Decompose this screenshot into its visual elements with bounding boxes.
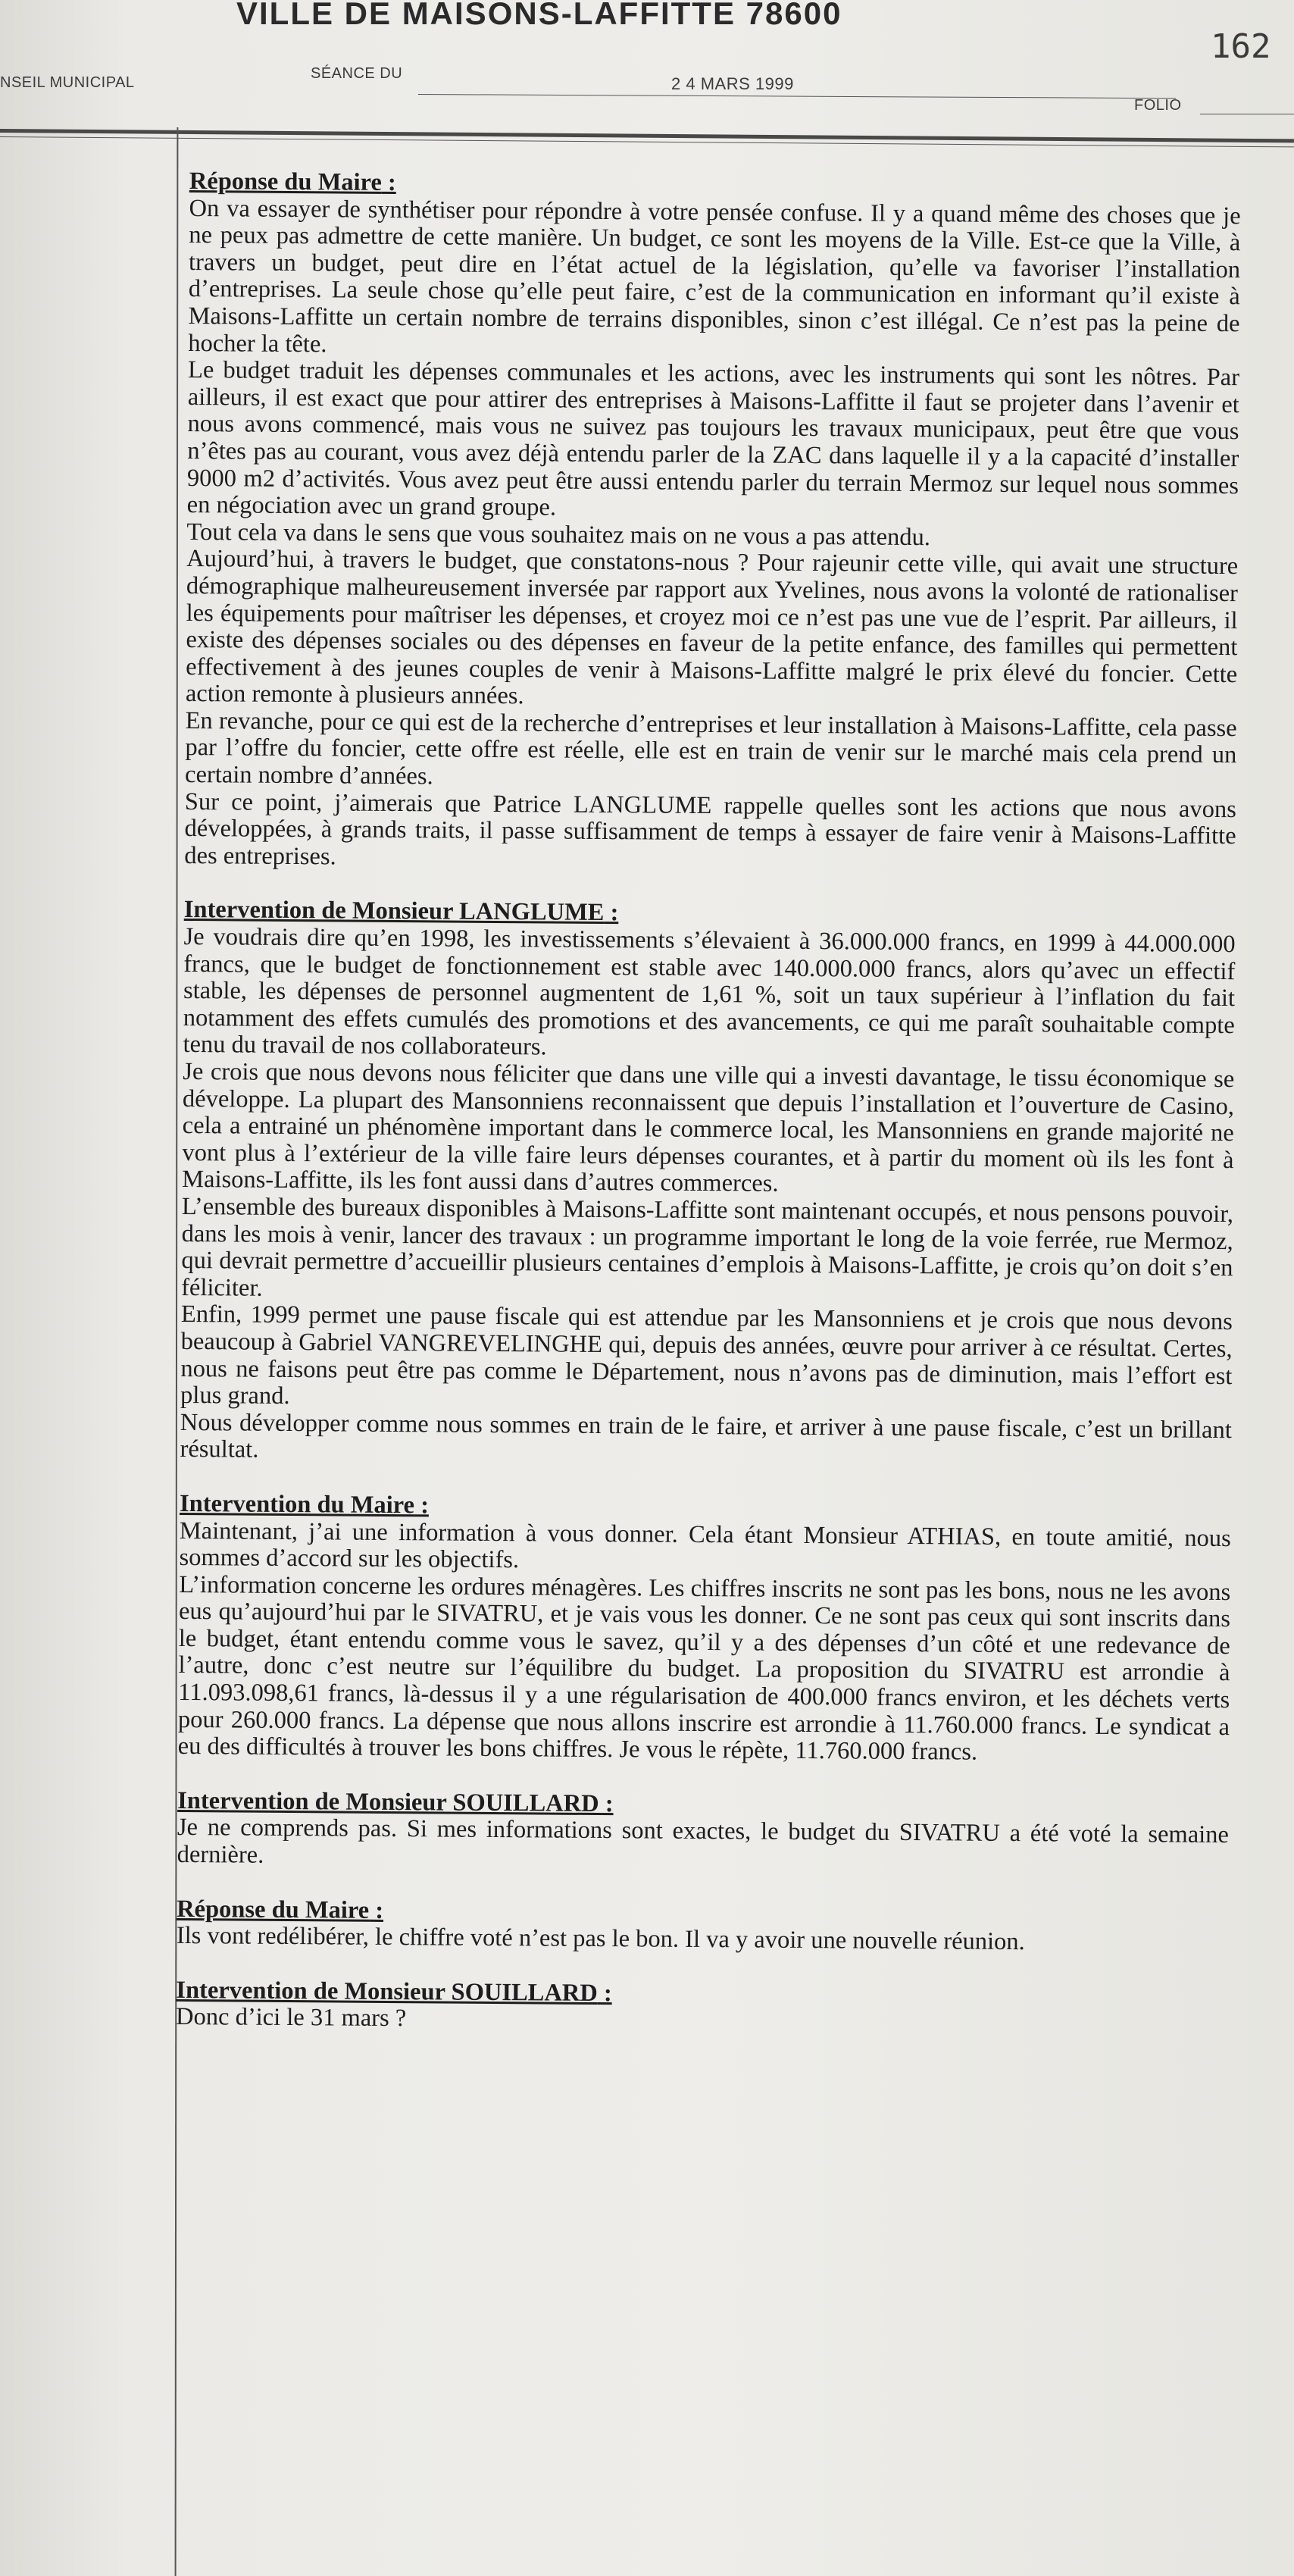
section-reponse-maire-2 xyxy=(177,1896,1228,1958)
section-intervention-souillard-2 xyxy=(176,1977,1227,2039)
minutes-body xyxy=(176,168,1241,2066)
paragraph: Aujourd’hui, à travers le budget, que constatons-nous ? Pour rajeunir cette ville, qui avait une structure démographique malheureusement inversée par rapport aux Yvelines, nous avons la volonté de rationaliser les équipements pour maîtriser les dépenses, et croyez moi ce n’est pas une vue de l’esprit. Par ailleurs, il existe des dépenses sociales ou des dépenses en faveur de la petite enfance, des familles qui permettent effectivement à des jeunes couples de venir à Maisons-Laffitte malgré le prix élevé du foncier. Cette action remonte à plusieurs années. xyxy=(185,545,1239,710)
paragraph: On va essayer de synthétiser pour répondre à votre pensée confuse. Il y a quand même des choses que je ne peux pas admettre de cette manière. Un budget, ce sont les moyens de la Ville. Est-ce que la Ville, à travers un budget, peut dire en l’état actuel de la législation, qu’elle va favoriser l’installation d’entreprises. La seule chose qu’elle peut faire, c’est de la communication en informant qu’il existe à Maisons-Laffitte un certain nombre de terrains disponibles, sinon c’est illégal. Ce n’est pas la peine de hocher la tête. xyxy=(188,194,1241,358)
section-heading-text: Intervention de Monsieur LANGLUME xyxy=(183,896,605,927)
header-conseil-label: NSEIL MUNICIPAL xyxy=(0,74,135,91)
header-seance-date: 2 4 MARS 1999 xyxy=(671,74,794,93)
section-heading: Réponse du Maire : xyxy=(177,1895,384,1924)
section-heading: Intervention de Monsieur SOUILLARD : xyxy=(177,1786,614,1818)
section-heading-text: Intervention du Maire xyxy=(179,1489,415,1520)
header-title: VILLE DE MAISONS-LAFFITTE 78600 xyxy=(236,0,842,31)
folio-number: 162 xyxy=(1211,27,1271,66)
paragraph: En revanche, pour ce qui est de la recherche d’entreprises et leur installation à Maisons-Laffitte, cela passe par l’offre du foncier, cette offre est réelle, elle est en train de venir sur le marché mais cela prend un certain nombre d’années. xyxy=(185,706,1237,790)
paragraph: Maintenant, j’ai une information à vous donner. Cela étant Monsieur ATHIAS, en toute amitié, nous sommes d’accord sur les objectifs. xyxy=(179,1516,1231,1574)
paragraph: Nous développer comme nous sommes en train de le faire, et arriver à une pause fiscale, c’est un brillant résultat. xyxy=(180,1408,1232,1464)
section-heading: Intervention de Monsieur SOUILLARD : xyxy=(176,1976,612,2007)
section-heading-text: Intervention de Monsieur SOUILLARD xyxy=(176,1976,598,2007)
seance-underline xyxy=(418,94,1176,99)
section-heading-text: Réponse du Maire xyxy=(189,167,383,196)
section-heading: Intervention de Monsieur LANGLUME : xyxy=(183,896,619,927)
section-heading-text: Réponse du Maire xyxy=(177,1895,370,1924)
paragraph: Sur ce point, j’aimerais que Patrice LANGLUME rappelle quelles sont les actions que nous avons développées, à grands traits, il passe suffisamment de temps à essayer de faire venir à Maisons-Laffitte des entreprises. xyxy=(184,787,1236,871)
header-folio-label: FOLIO xyxy=(1134,97,1182,114)
header-seance-label: SÉANCE DU xyxy=(311,65,403,82)
section-reponse-maire xyxy=(184,168,1241,878)
header-rule xyxy=(0,129,1294,142)
section-heading: Réponse du Maire : xyxy=(189,167,396,196)
paragraph: Ils vont redélibérer, le chiffre voté n’est pas le bon. Il va y avoir une nouvelle réunion. xyxy=(176,1922,1025,1956)
paragraph: Enfin, 1999 permet une pause fiscale qui est attendue par les Mansonniens et je crois que nous devons beaucoup à Gabriel VANGREVELINGHE qui, depuis des années, œuvre pour arriver à ce résultat. Certes, nous ne faisons peut être pas comme le Département, nous n’avons pas de diminution, mais l’effort est plus grand. xyxy=(180,1301,1233,1410)
paragraph: L’information concerne les ordures ménagères. Les chiffres inscrits ne sont pas les bons, nous ne les avons eus qu’aujourd’hui par le SIVATRU, et je vais vous les donner. Ce ne sont pas ceux qui sont inscrits dans le budget, étant entendu comme vous le savez, qu’il y a des dépenses d’un côté et une redevance de l’autre, donc c’est neutre sur l’équilibre du budget. La proposition du SIVATRU est arrondie à 11.093.098,61 francs, là-dessus il y a une régularisation de 400.000 francs environ, et les déchets verts pour 260.000 francs. La dépense que nous allons inscrire est arrondie à 11.760.000 francs. Le syndicat a eu des difficultés à trouver les bons chiffres. Je vous le répète, 11.760.000 francs. xyxy=(177,1570,1231,1766)
section-intervention-souillard xyxy=(177,1788,1230,1876)
margin-rule xyxy=(175,127,179,2576)
paragraph: Je crois que nous devons nous féliciter que dans une ville qui a investi davantage, le tissu économique se développe. La plupart des Mansonniens reconnaissent que depuis l’installation et l’ouverture de Casino, cela a entrainé un phénomène important dans le commerce local, les Mansonniens en grande majorité ne vont plus à l’extérieur de la ville faire leurs dépenses courantes, et à partir du moment où ils les font à Maisons-Laffitte, ils les font aussi dans d’autres commerces. xyxy=(182,1057,1235,1198)
paragraph: Je voudrais dire qu’en 1998, les investissements s’élevaient à 36.000.000 francs, en 1999 à 44.000.000 francs, que le budget de fonctionnement est stable avec 140.000.000 francs, alors qu’avec un effectif stable, les dépenses de personnel augmentent de 1,61 %, soit un taux supérieur à l’inflation du fait notamment des effets cumulés des promotions et des avancements, ce qui me paraît souhaitable compte tenu du travail de nos collaborateurs. xyxy=(183,923,1236,1061)
paragraph: Donc d’ici le 31 mars ? xyxy=(175,2003,407,2033)
section-intervention-langlume xyxy=(180,897,1235,1471)
section-heading-text: Intervention de Monsieur SOUILLARD xyxy=(177,1786,599,1817)
paragraph: Le budget traduit les dépenses communales et les actions, avec les instruments qui sont les nôtres. Par ailleurs, il est exact que pour attirer des entreprises à Maisons-Laffitte il faut se projeter dans l’avenir et nous avons commencé, mais vous ne suivez pas toujours les travaux municipaux, peut être que vous n’êtes pas au courant, vous avez déjà entendu parler de la ZAC dans laquelle il y a la capacité d’installer 9000 m2 d’activités. Vous avez peut être aussi entendu parler du terrain Mermoz sur lequel nous sommes en négociation avec un grand groupe. xyxy=(186,356,1240,521)
paragraph: Je ne comprends pas. Si mes informations sont exactes, le budget du SIVATRU a été voté la semaine dernière. xyxy=(177,1814,1230,1869)
section-intervention-maire xyxy=(178,1491,1232,1768)
paragraph: L’ensemble des bureaux disponibles à Maisons-Laffitte sont maintenant occupés, et nous pensons pouvoir, dans les mois à venir, lancer des travaux : un programme important le long de la voie ferrée, rue Mermoz, qui devrait permettre d’accueillir plusieurs centaines d’emplois à Maisons-Laffitte, je crois qu’on doit s’en féliciter. xyxy=(181,1192,1234,1302)
section-heading: Intervention du Maire : xyxy=(179,1489,430,1520)
paragraph: Tout cela va dans le sens que vous souhaitez mais on ne vous a pas attendu. xyxy=(186,518,931,551)
